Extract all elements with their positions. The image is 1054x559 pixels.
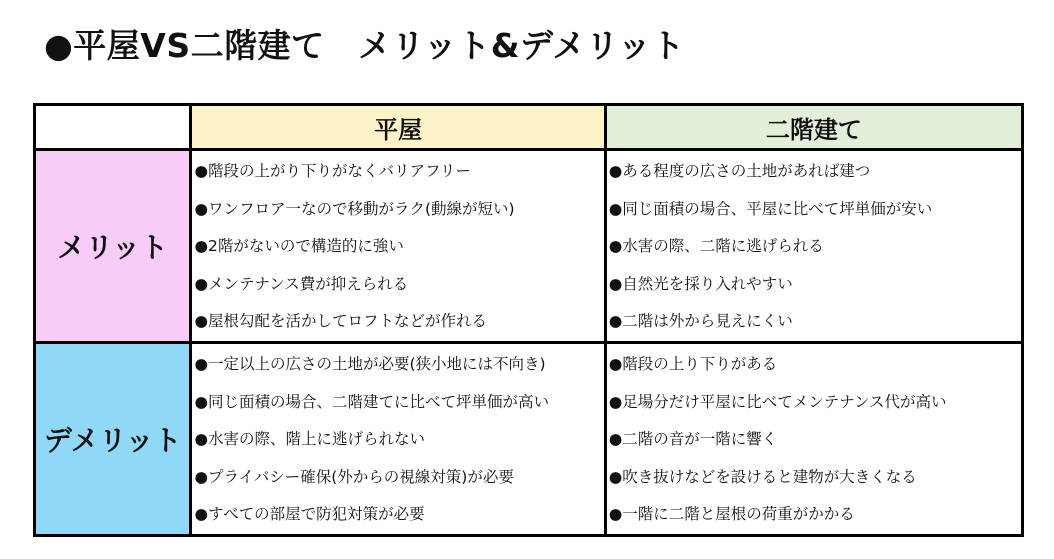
list-item: ●一階に二階と屋根の荷重がかかる [608,505,855,524]
list-item: ●階段の上り下りがある [608,354,778,373]
list-item: ●ワンフロア一なので移動がラク(動線が短い) [194,199,515,218]
list-item: ●2階がないので構造的に強い [194,237,404,256]
demerits-nikaidate-cell [605,342,1022,535]
comparison-table [33,103,1024,537]
row-label-demerits: デメリット [35,342,191,535]
list-item: ●吹き抜けなどを設けると建物が大きくなる [608,467,917,486]
list-item: ●二階の音が一階に響く [608,430,778,449]
list-item: ●同じ面積の場合、二階建てに比べて坪単価が高い [194,392,549,411]
list-item: ●メンテナンス費が抑えられる [194,274,409,293]
list-item: ●すべての部屋で防犯対策が必要 [194,505,425,524]
merits-nikaidate-cell [605,150,1022,343]
list-item: ●二階は外から見えにくい [608,312,793,331]
merits-nikaidate-list [607,151,1021,341]
demerits-hiraya-list [192,344,603,534]
list-item: ●同じ面積の場合、平屋に比べて坪単価が安い [608,199,933,218]
page-title: ●平屋VS二階建て メリット&デメリット [44,26,685,65]
merits-hiraya-list [192,151,603,341]
list-item: ●ある程度の広さの土地があれば建つ [608,162,871,180]
merits-hiraya-cell [191,150,605,343]
corner-cell [35,105,191,150]
list-item: ●プライバシー確保(外からの視線対策)が必要 [194,467,514,486]
demerits-hiraya-cell [191,342,605,535]
table-row-demerits [35,342,1023,535]
list-item: ●水害の際、二階に逃げられる [608,237,824,256]
column-header-hiraya: 平屋 [191,105,605,150]
list-item: ●水害の際、階上に逃げられない [194,430,425,449]
row-label-merits: メリット [35,150,191,343]
list-item: ●足場分だけ平屋に比べてメンテナンス代が高い [608,392,947,411]
list-item: ●一定以上の広さの土地が必要(狭小地には不向き) [194,354,546,373]
list-item: ●自然光を採り入れやすい [608,274,793,293]
table-header-row [35,105,1023,150]
list-item: ●屋根勾配を活かしてロフトなどが作れる [194,312,487,331]
list-item: ●階段の上がり下りがなくバリアフリー [194,162,471,180]
column-header-nikaidate: 二階建て [605,105,1022,150]
demerits-nikaidate-list [607,344,1021,534]
table-row-merits [35,150,1023,343]
